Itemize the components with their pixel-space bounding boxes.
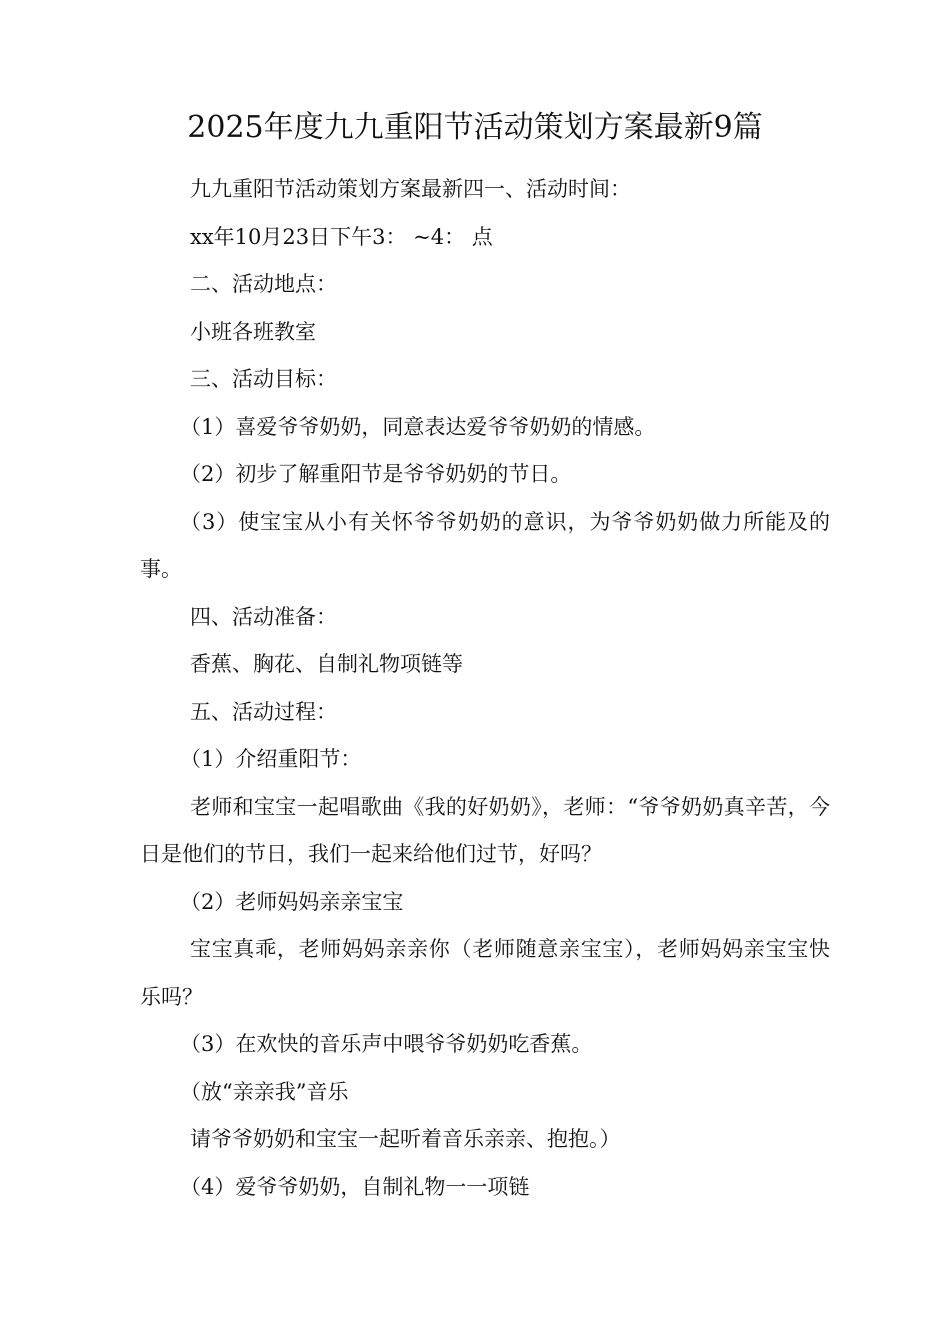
paragraph-process-2: （2）老师妈妈亲亲宝宝	[180, 889, 404, 914]
paragraph-goal-2: （2）初步了解重阳节是爷爷奶奶的节日。	[180, 462, 572, 486]
paragraph-preparation-value: 香蕉、胸花、自制礼物项链等	[190, 652, 463, 676]
paragraph-goals-heading: 三、活动目标：	[190, 367, 337, 391]
paragraph-process-4: （4）爱爷爷奶奶，自制礼物一一项链	[180, 1174, 530, 1199]
paragraph-process-3: （3）在欢快的音乐声中喂爷爷奶奶吃香蕉。	[180, 1032, 593, 1056]
paragraph-process-1: （1）介绍重阳节：	[180, 747, 362, 771]
paragraph-goal-3: （3）使宝宝从小有关怀爷爷奶奶的意识，为爷爷奶奶做力所能及的事。	[140, 509, 830, 581]
paragraph-process-3-note: （放“亲亲我”音乐	[180, 1079, 349, 1104]
paragraph-location-value: 小班各班教室	[190, 319, 316, 344]
paragraph-process-2-text: 宝宝真乖，老师妈妈亲亲你（老师随意亲宝宝），老师妈妈亲宝宝快乐吗？	[140, 937, 830, 1009]
paragraph-goal-1: （1）喜爱爷爷奶奶，同意表达爱爷爷奶奶的情感。	[180, 414, 656, 439]
paragraph-time-value: xx年10月23日下午3： ~4： 点	[190, 224, 493, 249]
paragraph-process-3-text: 请爷爷奶奶和宝宝一起听着音乐亲亲、抱抱。）	[190, 1127, 621, 1151]
document-title: 2025年度九九重阳节活动策划方案最新9篇	[187, 110, 763, 145]
paragraph-preparation-heading: 四、活动准备：	[190, 604, 337, 629]
document-body	[140, 166, 830, 1211]
paragraph-process-1-text: 老师和宝宝一起唱歌曲《我的好奶奶》，老师：“爷爷奶奶真辛苦，今日是他们的节日，我们一起来给他们过节，好吗？	[140, 794, 830, 866]
paragraph-intro-time-heading: 九九重阳节活动策划方案最新四一、活动时间：	[190, 177, 631, 201]
paragraph-process-heading: 五、活动过程：	[190, 699, 337, 724]
paragraph-location-heading: 二、活动地点：	[190, 272, 337, 296]
